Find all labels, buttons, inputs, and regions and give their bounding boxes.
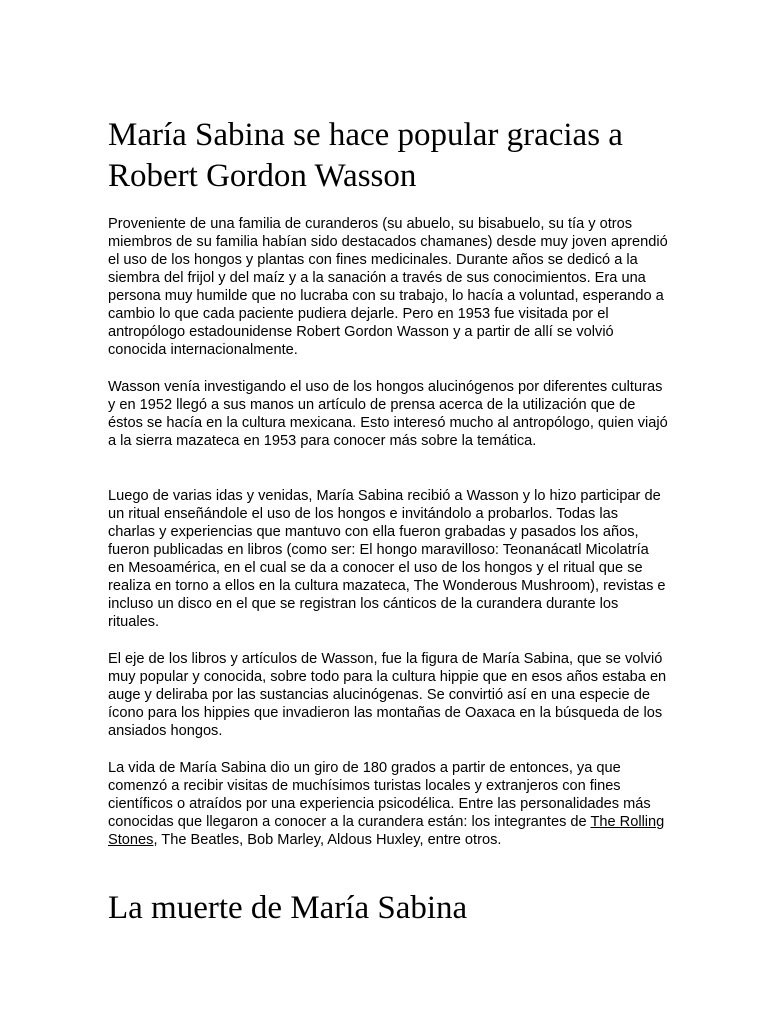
visitors-text-before-link: La vida de María Sabina dio un giro de 180 grados a partir de entonces, ya que comenzó a recibir visitas de muchísimos turistas locales y extranjeros con fines científicos o atraídos por una experiencia psicodélica. Entre las personalidades más conocidas que llegaron a conocer a la curandera están: los integrantes de bbox=[108, 760, 651, 830]
paragraph-ritual: Luego de varias idas y venidas, María Sabina recibió a Wasson y lo hizo participar de un ritual enseñándole el uso de los hongos e invitándolo a probarlos. Todas las charlas y experiencias que mantuvo con ella fueron grabadas y pasados los años, fueron publicadas en libros (como ser: El hongo maravilloso: Teonanácatl Micolatría en Mesoamérica, en el cual se da a conocer el uso de los hongos y el ritual que se realiza en torno a ellos en la cultura mazateca, The Wonderous Mushroom), revistas e incluso un disco en el que se registran los cánticos de la curandera durante los rituales. bbox=[108, 488, 666, 630]
section-heading-death: La muerte de María Sabina bbox=[108, 890, 468, 926]
paragraph-origins: Proveniente de una familia de curanderos (su abuelo, su bisabuelo, su tía y otros miembros de su familia habían sido destacados chamanes) desde muy joven aprendió el uso de los hongos y plantas con fines medicinales. Durante años se dedicó a la siembra del frijol y del maíz y a la sanación a través de sus conocimientos. Era una persona muy humilde que no lucraba con su trabajo, lo hacía a voluntad, esperando a cambio lo que cada paciente pudiera dejarle. Pero en 1953 fue visitada por el antropólogo estadounidense Robert Gordon Wasson y a partir de allí se volvió conocida internacionalmente. bbox=[108, 216, 668, 358]
paragraph-popularity: El eje de los libros y artículos de Wasson, fue la figura de María Sabina, que se volvió muy popular y conocida, sobre todo para la cultura hippie que en esos años estaba en auge y deliraba por las sustancias alucinógenas. Se convirtió así en una especie de ícono para los hippies que invadieron las montañas de Oaxaca en la búsqueda de los ansiados hongos. bbox=[108, 651, 667, 739]
document-body bbox=[108, 115, 668, 849]
rolling-stones-link[interactable]: The Rolling Stones bbox=[108, 814, 665, 848]
paragraph-visitors bbox=[108, 759, 668, 849]
page-title: María Sabina se hace popular gracias a Robert Gordon Wasson bbox=[108, 117, 623, 194]
visitors-text-after-link: , The Beatles, Bob Marley, Aldous Huxley, entre otros. bbox=[153, 832, 502, 848]
paragraph-wasson-research: Wasson venía investigando el uso de los hongos alucinógenos por diferentes culturas y en 1952 llegó a sus manos un artículo de prensa acerca de la utilización que de éstos se hacía en la cultura mexicana. Esto interesó mucho al antropólogo, quien viajó a la sierra mazateca en 1953 para conocer más sobre la temática. bbox=[108, 379, 668, 449]
